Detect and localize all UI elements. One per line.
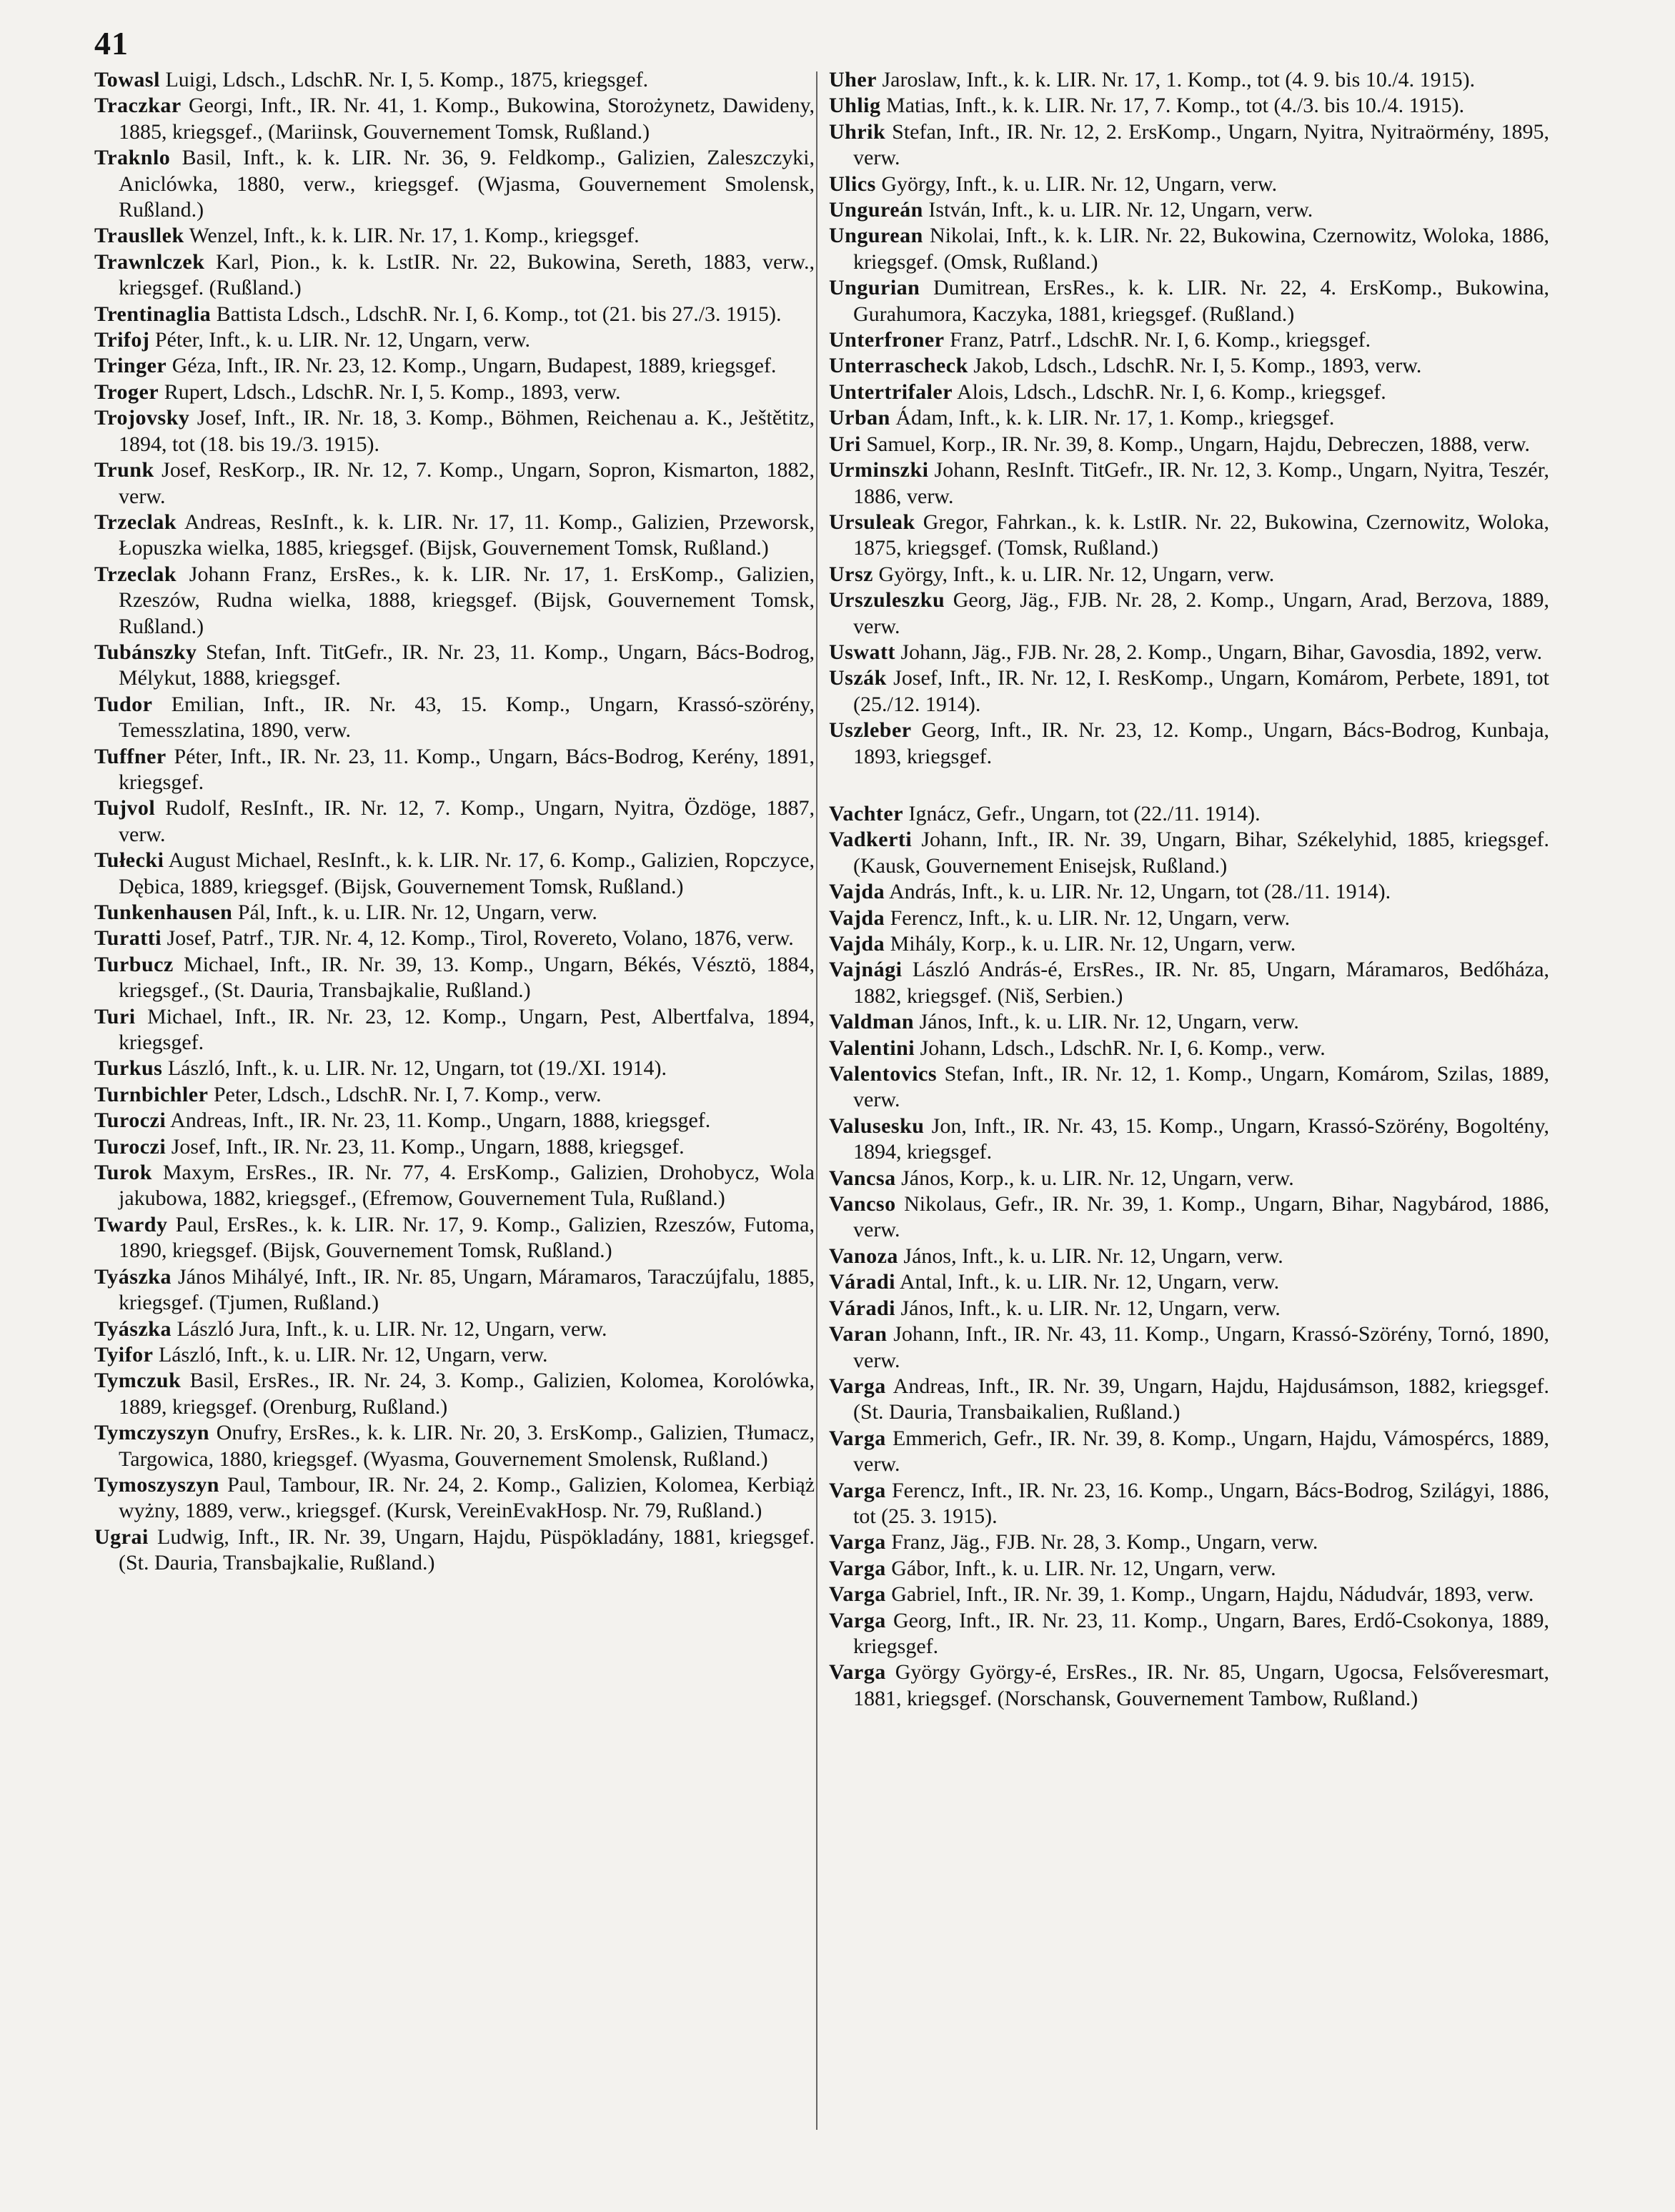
entry-surname: Valusesku	[829, 1114, 925, 1138]
list-entry	[829, 931, 1549, 957]
entry-details: Franz, Jäg., FJB. Nr. 28, 3. Komp., Ungarn, verw.	[891, 1530, 1318, 1554]
list-entry	[829, 353, 1549, 379]
list-entry	[829, 1321, 1549, 1374]
entry-details: Antal, Inft., k. u. LIR. Nr. 12, Ungarn, verw.	[899, 1270, 1280, 1294]
list-entry	[94, 353, 815, 379]
entry-details: Jon, Inft., IR. Nr. 43, 15. Komp., Ungarn, Krassó-Szörény, Bogoltény, 1894, kriegsgef.	[853, 1114, 1549, 1164]
entry-surname: Tyászka	[94, 1264, 172, 1289]
entry-surname: Valdman	[829, 1010, 915, 1034]
list-entry	[829, 67, 1549, 93]
entry-surname: Trawnlczek	[94, 249, 205, 274]
entry-details: Josef, Patrf., TJR. Nr. 4, 12. Komp., Tirol, Rovereto, Volano, 1876, verw.	[166, 926, 794, 951]
entry-surname: Tymczyszyn	[94, 1421, 210, 1445]
entry-details: Ádam, Inft., k. k. LIR. Nr. 17, 1. Komp., kriegsgef.	[895, 406, 1335, 430]
list-entry	[829, 1660, 1549, 1712]
entry-details: Alois, Ldsch., LdschR. Nr. I, 6. Komp., kriegsgef.	[956, 380, 1386, 404]
entry-details: Andreas, Inft., IR. Nr. 39, Ungarn, Hajdu, Hajdusámson, 1882, kriegsgef. (St. Dauria, Transbaikalien, Rußland.)	[853, 1374, 1549, 1424]
list-entry	[829, 1009, 1549, 1035]
entry-details: Mihály, Korp., k. u. LIR. Nr. 12, Ungarn, verw.	[890, 932, 1296, 956]
entry-surname: Towasl	[94, 68, 160, 91]
entry-details: Paul, Tambour, IR. Nr. 24, 2. Komp., Galizien, Kolomea, Kerbiąż wyżny, 1889, verw., kriegsgef. (Kursk, VereinEvakHosp. Nr. 79, Rußland.)	[119, 1472, 815, 1523]
entry-details: Rupert, Ldsch., LdschR. Nr. I, 5. Komp., 1893, verw.	[164, 380, 621, 404]
entry-details: Gábor, Inft., k. u. LIR. Nr. 12, Ungarn, verw.	[891, 1556, 1276, 1580]
entry-surname: Traknlo	[94, 146, 171, 170]
entry-details: Josef, ResKorp., IR. Nr. 12, 7. Komp., Ungarn, Sopron, Kismarton, 1882, verw.	[119, 458, 815, 508]
list-entry	[94, 223, 815, 249]
entry-details: Dumitrean, ErsRes., k. k. LIR. Nr. 22, 4. ErsKomp., Bukowina, Gurahumora, Kaczyka, 1881, kriegsgef. (Rußland.)	[853, 276, 1550, 326]
entry-details: Péter, Inft., k. u. LIR. Nr. 12, Ungarn, verw.	[154, 328, 530, 352]
entry-details: Georg, Jäg., FJB. Nr. 28, 2. Komp., Ungarn, Arad, Berzova, 1889, verw.	[853, 588, 1549, 638]
entry-surname: Ungurian	[829, 276, 920, 300]
entry-surname: Varga	[829, 1582, 886, 1607]
entry-details: János, Korp., k. u. LIR. Nr. 12, Ungarn, verw.	[901, 1166, 1294, 1190]
entry-details: August Michael, ResInft., k. k. LIR. Nr. 17, 6. Komp., Galizien, Ropczyce, Dębica, 1889, kriegsgef. (Bijsk, Gouvernement Tomsk, Rußland.)	[119, 848, 815, 898]
entry-details: Ferencz, Inft., k. u. LIR. Nr. 12, Ungarn, verw.	[890, 906, 1291, 930]
entry-details: György, Inft., k. u. LIR. Nr. 12, Ungarn, verw.	[881, 172, 1278, 196]
list-entry	[829, 640, 1549, 665]
list-entry	[94, 1472, 815, 1524]
entry-surname: Valentovics	[829, 1062, 938, 1086]
list-entry	[829, 1608, 1549, 1660]
entry-surname: Turi	[94, 1004, 136, 1028]
list-entry	[829, 197, 1549, 223]
list-entry	[829, 457, 1549, 510]
list-entry	[829, 957, 1549, 1009]
entry-surname: Varan	[829, 1322, 888, 1346]
entry-details: Jaroslaw, Inft., k. k. LIR. Nr. 17, 1. Komp., tot (4. 9. bis 10./4. 1915).	[882, 68, 1476, 91]
list-entry	[94, 1420, 815, 1472]
entry-details: Ludwig, Inft., IR. Nr. 39, Ungarn, Hajdu, Püspökladány, 1881, kriegsgef. (St. Dauria, Transbajkalie, Rußland.)	[119, 1524, 815, 1575]
entry-details: Gabriel, Inft., IR. Nr. 39, 1. Komp., Ungarn, Hajdu, Nádudvár, 1893, verw.	[891, 1582, 1534, 1607]
entry-surname: Varga	[829, 1530, 886, 1554]
entry-surname: Turoczi	[94, 1109, 166, 1133]
entry-details: Emilian, Inft., IR. Nr. 43, 15. Komp., Ungarn, Krassó-szörény, Temesszlatina, 1890, verw.	[119, 692, 815, 743]
list-entry	[829, 93, 1549, 119]
entry-details: Luigi, Ldsch., LdschR. Nr. I, 5. Komp., 1875, kriegsgef.	[165, 68, 649, 91]
list-entry	[829, 327, 1549, 353]
list-entry	[94, 1108, 815, 1134]
list-entry	[829, 1296, 1549, 1321]
entry-details: Georg, Inft., IR. Nr. 23, 12. Komp., Ungarn, Bács-Bodrog, Kunbaja, 1893, kriegsgef.	[853, 718, 1550, 768]
list-entry	[829, 1244, 1549, 1269]
entry-surname: Varga	[829, 1556, 886, 1580]
entry-surname: Turbucz	[94, 952, 174, 976]
entry-details: János, Inft., k. u. LIR. Nr. 12, Ungarn, verw.	[919, 1010, 1299, 1034]
entry-details: László Jura, Inft., k. u. LIR. Nr. 12, Ungarn, verw.	[177, 1316, 607, 1341]
entry-details: János, Inft., k. u. LIR. Nr. 12, Ungarn, verw.	[900, 1296, 1281, 1320]
entry-surname: Varga	[829, 1374, 886, 1398]
entry-surname: Troger	[94, 380, 159, 404]
entry-surname: Vadkerti	[829, 828, 913, 852]
entry-surname: Tymczuk	[94, 1369, 182, 1393]
entry-surname: Turoczi	[94, 1134, 166, 1159]
section-gap	[829, 770, 1549, 801]
entry-details: Pál, Inft., k. u. LIR. Nr. 12, Ungarn, verw.	[237, 901, 597, 924]
entry-surname: Vanoza	[829, 1244, 898, 1268]
entry-details: András, Inft., k. u. LIR. Nr. 12, Ungarn, tot (28./11. 1914).	[888, 880, 1391, 904]
list-entry	[829, 380, 1549, 405]
list-entry	[94, 457, 815, 510]
entry-details: Johann, Jäg., FJB. Nr. 28, 2. Komp., Ungarn, Bihar, Gavosdia, 1892, verw.	[900, 640, 1543, 664]
entry-surname: Varga	[829, 1660, 886, 1685]
entry-surname: Traczkar	[94, 94, 182, 118]
entry-surname: Váradi	[829, 1296, 895, 1320]
list-entry	[94, 93, 815, 145]
list-entry	[829, 1556, 1549, 1582]
list-entry	[94, 249, 815, 302]
entry-surname: Ungurean	[829, 224, 923, 248]
list-entry	[94, 405, 815, 457]
entry-details: János, Inft., k. u. LIR. Nr. 12, Ungarn, verw.	[903, 1244, 1283, 1268]
right-column	[829, 67, 1549, 1712]
entry-surname: Vachter	[829, 801, 904, 825]
entry-details: László, Inft., k. u. LIR. Nr. 12, Ungarn, verw.	[158, 1342, 548, 1367]
entry-surname: Uszleber	[829, 718, 912, 743]
list-entry	[829, 665, 1549, 718]
entry-surname: Urminszki	[829, 458, 929, 482]
list-entry	[94, 1264, 815, 1316]
list-entry	[829, 587, 1549, 640]
entry-details: Nikolai, Inft., k. k. LIR. Nr. 22, Bukowina, Czernowitz, Woloka, 1886, kriegsgef. (Omsk, Rußland.)	[853, 224, 1550, 274]
list-entry	[829, 718, 1549, 770]
entry-surname: Trausllek	[94, 224, 184, 248]
entry-surname: Ulics	[829, 172, 876, 196]
entry-surname: Uher	[829, 68, 877, 91]
entry-surname: Turnbichler	[94, 1082, 209, 1106]
list-entry	[829, 827, 1549, 879]
list-entry	[829, 879, 1549, 905]
entry-details: Michael, Inft., IR. Nr. 23, 12. Komp., Ungarn, Pest, Albertfalva, 1894, kriegsgef.	[119, 1004, 815, 1055]
list-entry	[829, 1582, 1549, 1607]
entry-details: Ferencz, Inft., IR. Nr. 23, 16. Komp., Ungarn, Bács-Bodrog, Szilágyi, 1886, tot (25. 3. 1915).	[853, 1478, 1549, 1528]
entry-details: Karl, Pion., k. k. LstIR. Nr. 22, Bukowina, Sereth, 1883, verw., kriegsgef. (Rußland.)	[119, 249, 815, 300]
entry-surname: Varga	[829, 1608, 886, 1632]
list-entry	[829, 1166, 1549, 1191]
entry-surname: Uszák	[829, 666, 887, 690]
entry-details: Samuel, Korp., IR. Nr. 39, 8. Komp., Ungarn, Hajdu, Debreczen, 1888, verw.	[866, 432, 1531, 456]
entry-surname: Uhlig	[829, 94, 881, 118]
entry-surname: Ursuleak	[829, 510, 915, 534]
entry-details: Franz, Patrf., LdschR. Nr. I, 6. Komp., kriegsgef.	[950, 328, 1371, 352]
entry-surname: Tringer	[94, 354, 167, 378]
list-entry	[829, 1426, 1549, 1478]
entry-surname: Tubánszky	[94, 640, 197, 664]
entry-surname: Unterrascheck	[829, 354, 968, 378]
entry-details: Basil, ErsRes., IR. Nr. 24, 3. Komp., Galizien, Kolomea, Korolówka, 1889, kriegsgef. (Orenburg, Rußland.)	[119, 1369, 815, 1419]
entry-surname: Varga	[829, 1478, 886, 1502]
entry-details: Johann, Inft., IR. Nr. 39, Ungarn, Bihar, Székelyhid, 1885, kriegsgef. (Kausk, Gouvernement Enisejsk, Rußland.)	[853, 828, 1549, 878]
list-entry	[94, 1316, 815, 1342]
entry-details: Battista Ldsch., LdschR. Nr. I, 6. Komp., tot (21. bis 27./3. 1915).	[216, 302, 782, 326]
list-entry	[94, 952, 815, 1004]
entry-surname: Twardy	[94, 1212, 168, 1236]
entry-surname: Trojovsky	[94, 406, 190, 430]
entry-details: Paul, ErsRes., k. k. LIR. Nr. 17, 9. Komp., Galizien, Rzeszów, Futoma, 1890, kriegsgef. (Bijsk, Gouvernement Tomsk, Rußland.)	[119, 1212, 815, 1263]
entry-surname: Vajda	[829, 880, 885, 904]
entry-surname: Tujvol	[94, 796, 156, 820]
entry-details: Péter, Inft., IR. Nr. 23, 11. Komp., Ungarn, Bács-Bodrog, Kerény, 1891, kriegsgef.	[119, 744, 815, 794]
entry-surname: Urszuleszku	[829, 588, 945, 612]
entry-details: László András-é, ErsRes., IR. Nr. 85, Ungarn, Máramaros, Bedőháza, 1882, kriegsgef. (Niš, Serbien.)	[853, 958, 1550, 1008]
entry-details: Gregor, Fahrkan., k. k. LstIR. Nr. 22, Bukowina, Czernowitz, Woloka, 1875, kriegsgef. (Tomsk, Rußland.)	[853, 510, 1549, 560]
list-entry	[94, 900, 815, 926]
list-entry	[829, 906, 1549, 931]
list-entry	[94, 145, 815, 223]
entry-surname: Tuffner	[94, 744, 166, 768]
entry-details: Ignácz, Gefr., Ungarn, tot (22./11. 1914).	[908, 801, 1261, 825]
entry-details: Jakob, Ldsch., LdschR. Nr. I, 5. Komp., 1893, verw.	[973, 354, 1422, 378]
entry-surname: Trentinaglia	[94, 302, 212, 326]
list-entry	[94, 1368, 815, 1420]
list-entry	[94, 380, 815, 405]
entry-details: Rudolf, ResInft., IR. Nr. 12, 7. Komp., Ungarn, Nyitra, Özdöge, 1887, verw.	[119, 796, 815, 846]
entry-surname: Urban	[829, 406, 890, 430]
entry-surname: Unterfroner	[829, 328, 945, 352]
entry-surname: Ursz	[829, 562, 873, 586]
list-entry	[94, 302, 815, 327]
entry-surname: Ungureán	[829, 198, 923, 222]
entry-details: Michael, Inft., IR. Nr. 39, 13. Komp., Ungarn, Békés, Vésztö, 1884, kriegsgef., (St. Dauria, Transbajkalie, Rußland.)	[119, 952, 815, 1003]
entry-surname: Vajnági	[829, 958, 903, 982]
entry-details: Basil, Inft., k. k. LIR. Nr. 36, 9. Feldkomp., Galizien, Zaleszczyki, Aniclówka, 1880, verw., kriegsgef. (Wjasma, Gouvernement Smolensk, Rußland.)	[119, 146, 815, 222]
list-entry	[829, 275, 1549, 327]
entry-surname: Trifoj	[94, 328, 150, 352]
list-entry	[829, 223, 1549, 275]
list-entry	[94, 1082, 815, 1108]
entry-details: István, Inft., k. u. LIR. Nr. 12, Ungarn, verw.	[928, 198, 1313, 222]
list-entry	[94, 848, 815, 900]
list-entry	[829, 1529, 1549, 1555]
entry-details: Maxym, ErsRes., IR. Nr. 77, 4. ErsKomp., Galizien, Drohobycz, Wola jakubowa, 1882, kriegsgef., (Efremow, Gouvernement Tula, Rußland.)	[119, 1161, 815, 1211]
entry-details: Nikolaus, Gefr., IR. Nr. 39, 1. Komp., Ungarn, Bihar, Nagybárod, 1886, verw.	[853, 1192, 1550, 1242]
entry-details: Johann Franz, ErsRes., k. k. LIR. Nr. 17, 1. ErsKomp., Galizien, Rzeszów, Rudna wielka, 1888, kriegsgef. (Bijsk, Gouvernement Tomsk, Rußland.)	[119, 562, 815, 638]
list-entry	[829, 1036, 1549, 1061]
entry-surname: Vajda	[829, 932, 885, 956]
list-entry	[94, 744, 815, 796]
entry-details: Stefan, Inft., IR. Nr. 12, 2. ErsKomp., Ungarn, Nyitra, Nyitraörmény, 1895, verw.	[853, 119, 1550, 170]
entry-surname: Trzeclak	[94, 510, 177, 534]
entry-surname: Váradi	[829, 1270, 895, 1294]
entry-details: György, Inft., k. u. LIR. Nr. 12, Ungarn, verw.	[878, 562, 1275, 586]
entry-details: Georg, Inft., IR. Nr. 23, 11. Komp., Ungarn, Bares, Erdő-Csokonya, 1889, kriegsgef.	[853, 1608, 1549, 1658]
entry-details: Josef, Inft., IR. Nr. 23, 11. Komp., Ungarn, 1888, kriegsgef.	[171, 1134, 685, 1159]
list-entry	[829, 172, 1549, 197]
column-divider	[816, 71, 817, 2130]
entry-details: Andreas, Inft., IR. Nr. 23, 11. Komp., Ungarn, 1888, kriegsgef.	[170, 1109, 711, 1133]
list-entry	[94, 510, 815, 562]
entry-surname: Turok	[94, 1161, 152, 1185]
list-entry	[94, 67, 815, 93]
entry-details: János Mihályé, Inft., IR. Nr. 85, Ungarn, Máramaros, Taraczújfalu, 1885, kriegsgef. (Tjumen, Rußland.)	[119, 1264, 815, 1315]
entry-surname: Ugrai	[94, 1524, 149, 1549]
entry-surname: Untertrifaler	[829, 380, 953, 404]
entry-details: Stefan, Inft. TitGefr., IR. Nr. 23, 11. Komp., Ungarn, Bács-Bodrog, Mélykut, 1888, kriegsgef.	[119, 640, 815, 690]
entry-details: Peter, Ldsch., LdschR. Nr. I, 7. Komp., verw.	[213, 1082, 602, 1106]
list-entry	[94, 1524, 815, 1577]
entry-surname: Tyifor	[94, 1342, 154, 1367]
entry-surname: Trzeclak	[94, 562, 177, 586]
list-entry	[829, 510, 1549, 562]
entry-details: György György-é, ErsRes., IR. Nr. 85, Ungarn, Ugocsa, Felsőveresmart, 1881, kriegsgef. (Norschansk, Gouvernement Tambow, Rußland.)	[853, 1660, 1550, 1710]
left-column	[94, 67, 815, 1577]
entry-surname: Uhrik	[829, 119, 886, 144]
list-entry	[94, 1056, 815, 1081]
entry-details: László, Inft., k. u. LIR. Nr. 12, Ungarn, tot (19./XI. 1914).	[167, 1056, 667, 1081]
entry-details: Wenzel, Inft., k. k. LIR. Nr. 17, 1. Komp., kriegsgef.	[189, 224, 640, 248]
entry-surname: Turatti	[94, 926, 162, 951]
list-entry	[94, 1160, 815, 1212]
entry-surname: Varga	[829, 1426, 886, 1450]
entry-surname: Vancsa	[829, 1166, 896, 1190]
entry-surname: Turkus	[94, 1056, 163, 1081]
list-entry	[94, 327, 815, 353]
entry-surname: Tudor	[94, 692, 153, 716]
entry-surname: Vajda	[829, 906, 885, 930]
entry-surname: Tułecki	[94, 848, 164, 873]
entry-surname: Trunk	[94, 458, 154, 482]
entry-details: Emmerich, Gefr., IR. Nr. 39, 8. Komp., Ungarn, Hajdu, Vámospércs, 1889, verw.	[853, 1426, 1550, 1477]
entry-details: Johann, ResInft. TitGefr., IR. Nr. 12, 3. Komp., Ungarn, Nyitra, Teszér, 1886, verw.	[853, 458, 1549, 508]
entry-details: Géza, Inft., IR. Nr. 23, 12. Komp., Ungarn, Budapest, 1889, kriegsgef.	[172, 354, 777, 378]
list-entry	[94, 795, 815, 848]
entry-details: Georgi, Inft., IR. Nr. 41, 1. Komp., Bukowina, Storożynetz, Dawideny, 1885, kriegsgef., (Mariinsk, Gouvernement Tomsk, Rußland.)	[119, 94, 815, 144]
list-entry	[94, 1134, 815, 1160]
entry-surname: Uri	[829, 432, 861, 456]
entry-surname: Vancso	[829, 1192, 896, 1216]
entry-details: Johann, Inft., IR. Nr. 43, 11. Komp., Ungarn, Krassó-Szörény, Tornó, 1890, verw.	[853, 1322, 1549, 1372]
entry-details: Josef, Inft., IR. Nr. 12, I. ResKomp., Ungarn, Komárom, Perbete, 1891, tot (25./12. 1914).	[853, 666, 1550, 716]
list-entry	[829, 1478, 1549, 1530]
list-entry	[829, 1374, 1549, 1426]
entry-details: Andreas, ResInft., k. k. LIR. Nr. 17, 11. Komp., Galizien, Przeworsk, Łopuszka wielka, 1885, kriegsgef. (Bijsk, Gouvernement Tomsk, Rußland.)	[119, 510, 815, 560]
list-entry	[94, 640, 815, 692]
entry-surname: Valentini	[829, 1036, 915, 1060]
list-entry	[829, 1269, 1549, 1295]
list-entry	[94, 926, 815, 951]
list-entry	[829, 1061, 1549, 1114]
page-number: 41	[94, 25, 129, 61]
entry-details: Onufry, ErsRes., k. k. LIR. Nr. 20, 3. ErsKomp., Galizien, Tłumacz, Targowica, 1880, kriegsgef. (Wyasma, Gouvernement Smolensk, Rußland.)	[119, 1421, 815, 1471]
entry-surname: Tymoszyszyn	[94, 1472, 219, 1497]
entry-details: Stefan, Inft., IR. Nr. 12, 1. Komp., Ungarn, Komárom, Szilas, 1889, verw.	[853, 1062, 1550, 1112]
list-entry	[829, 432, 1549, 457]
list-entry	[94, 1004, 815, 1056]
list-entry	[94, 562, 815, 640]
list-entry	[829, 1114, 1549, 1166]
list-entry	[829, 405, 1549, 431]
entry-surname: Tunkenhausen	[94, 901, 233, 924]
list-entry	[94, 1212, 815, 1264]
list-entry	[829, 801, 1549, 827]
list-entry	[829, 562, 1549, 587]
list-entry	[94, 1342, 815, 1368]
entry-details: Josef, Inft., IR. Nr. 18, 3. Komp., Böhmen, Reichenau a. K., Ještětitz, 1894, tot (18. bis 19./3. 1915).	[119, 406, 815, 456]
entry-details: Johann, Ldsch., LdschR. Nr. I, 6. Komp., verw.	[920, 1036, 1326, 1060]
list-entry	[829, 119, 1549, 172]
list-entry	[94, 692, 815, 744]
entry-surname: Tyászka	[94, 1316, 172, 1341]
entry-surname: Uswatt	[829, 640, 895, 664]
entry-details: Matias, Inft., k. k. LIR. Nr. 17, 7. Komp., tot (4./3. bis 10./4. 1915).	[886, 94, 1465, 118]
list-entry	[829, 1191, 1549, 1244]
